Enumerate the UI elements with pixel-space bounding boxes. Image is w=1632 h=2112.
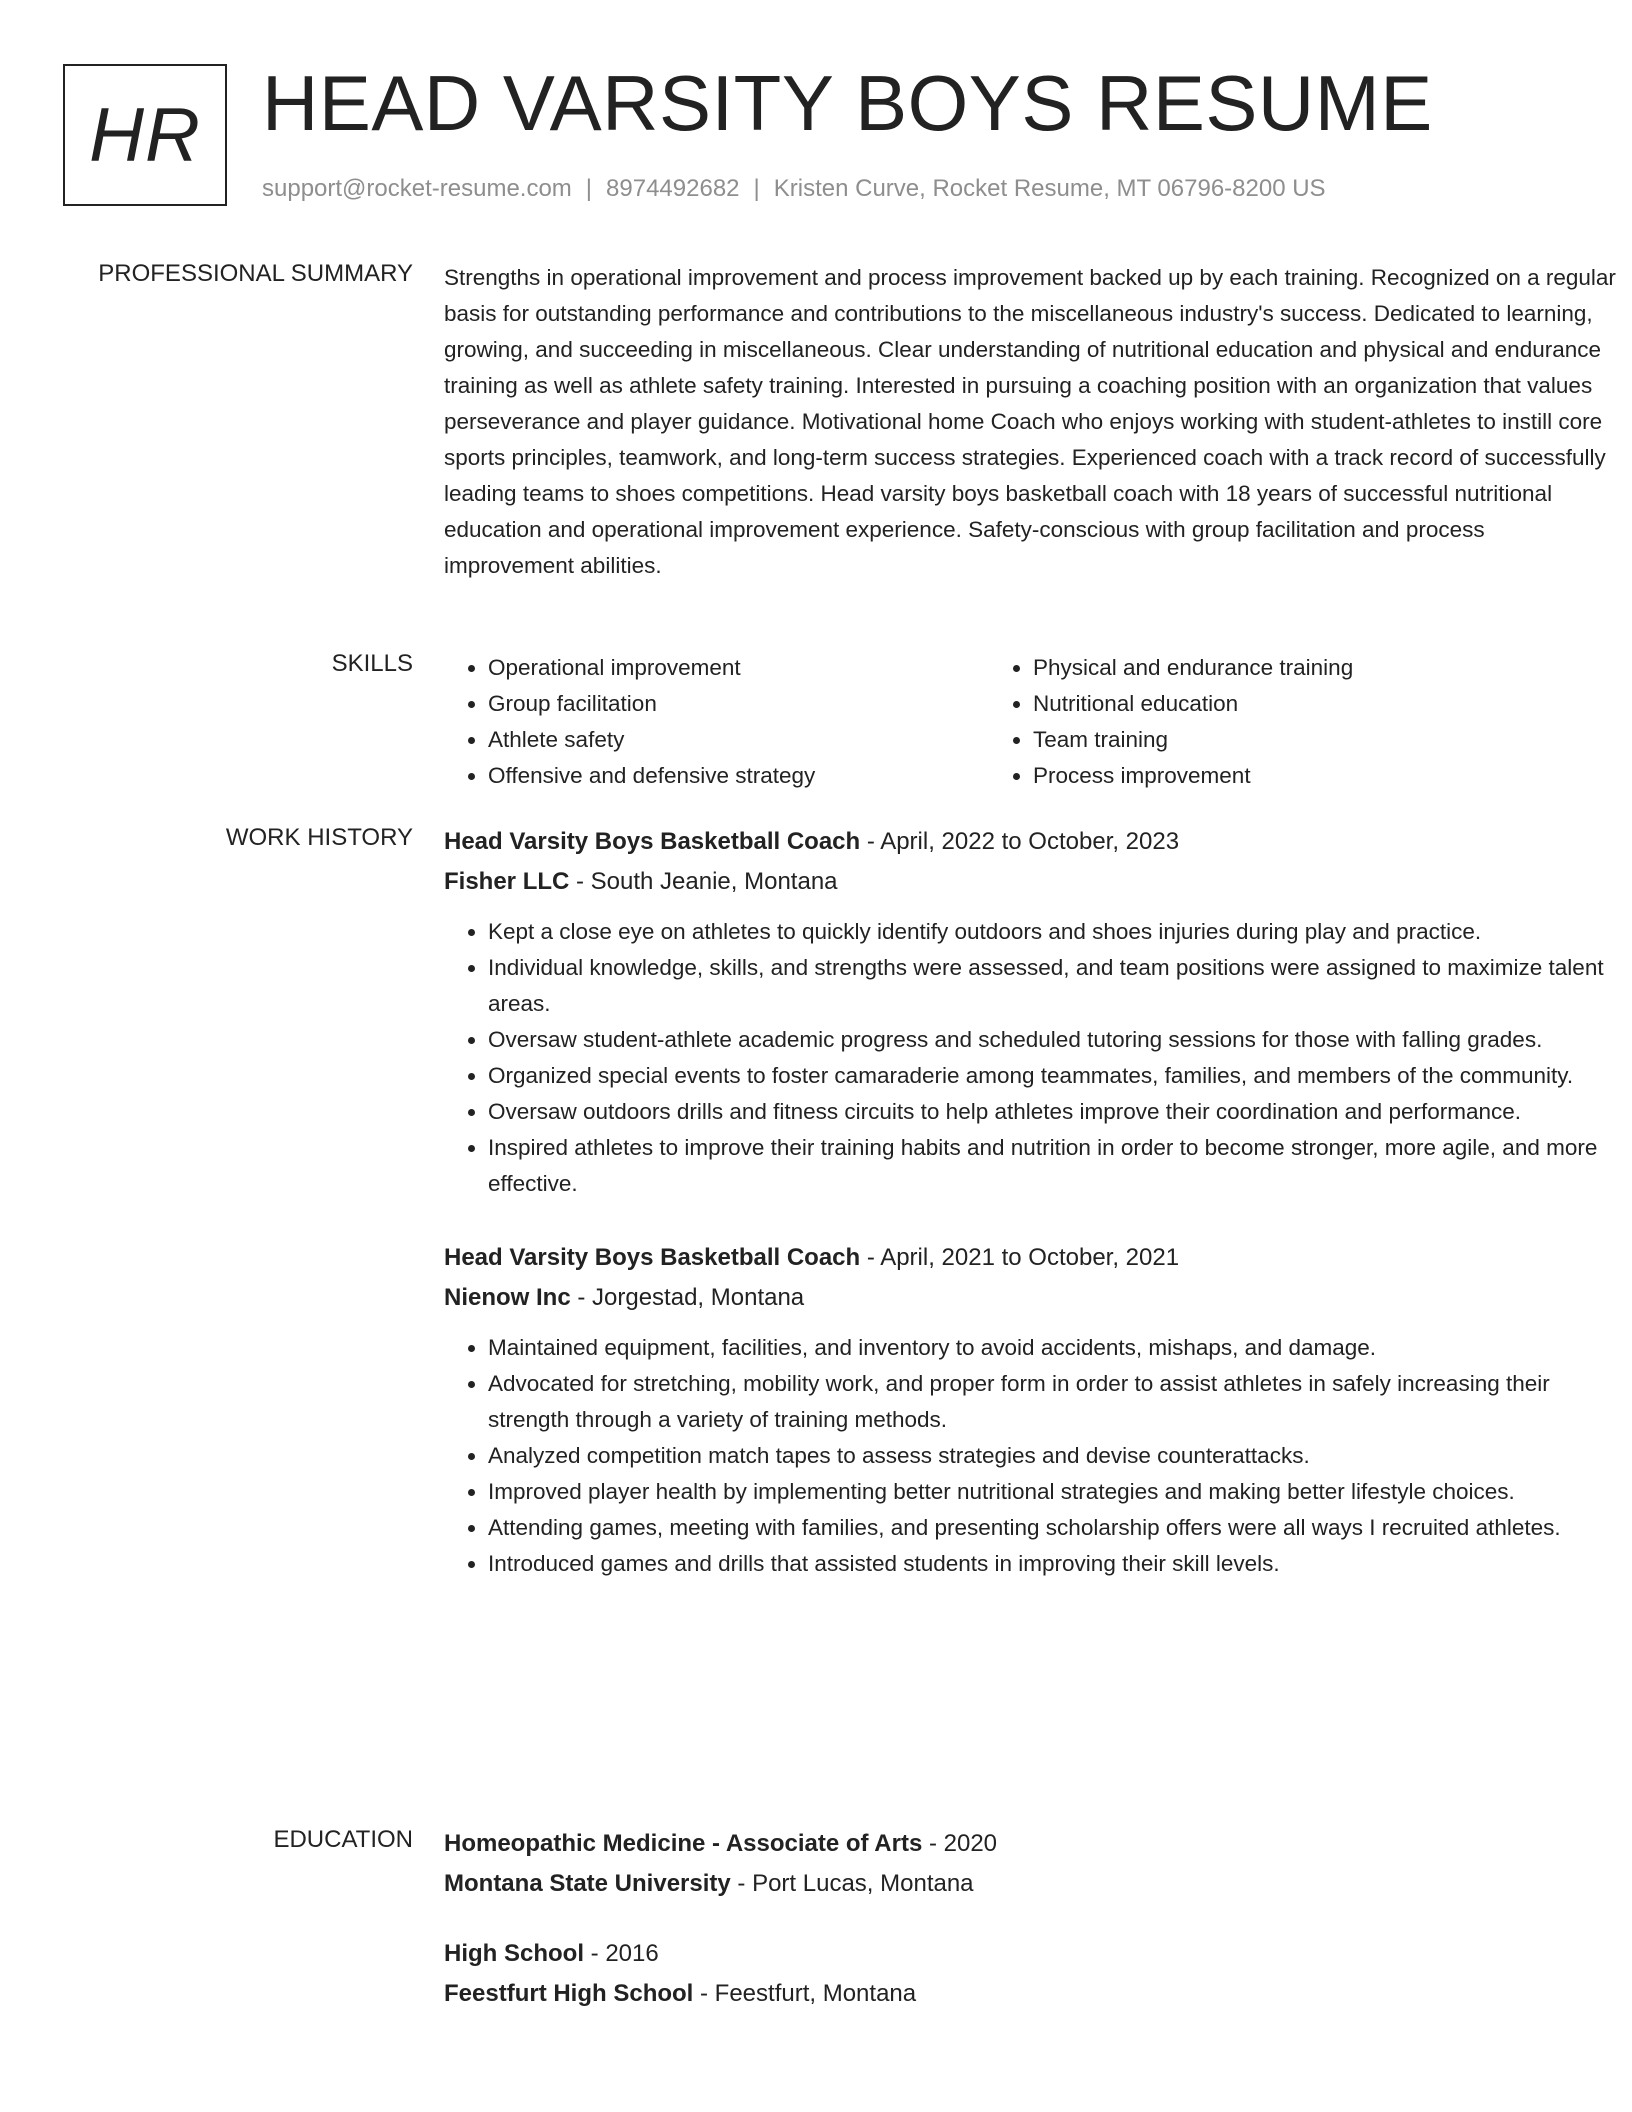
education-year: - 2020 (922, 1830, 998, 1857)
education-degree: High School (444, 1940, 584, 1967)
job-bullet: • Introduced games and drills that assisted students in improving their skill levels. (488, 1546, 1619, 1582)
job-bullet: • Advocated for stretching, mobility work, and proper form in order to assist athletes in safely increasing their strength through a variety of training methods. (488, 1366, 1619, 1438)
monogram-logo: HR (63, 64, 227, 206)
skill-item: • Physical and endurance training (1033, 650, 1534, 686)
skills-list-left (444, 650, 989, 794)
education-school: Feestfurt High School (444, 1980, 694, 2007)
job-bullet: • Organized special events to foster camaraderie among teammates, families, and members of the community. (488, 1058, 1619, 1094)
section-label-summary: PROFESSIONAL SUMMARY (98, 260, 413, 287)
job-org-line (444, 1278, 1619, 1318)
skill-item: • Group facilitation (488, 686, 989, 722)
job-bullet: • Analyzed competition match tapes to assess strategies and devise counterattacks. (488, 1438, 1619, 1474)
job-bullet: • Improved player health by implementing better nutritional strategies and making better lifestyle choices. (488, 1474, 1619, 1510)
job-location: - South Jeanie, Montana (569, 868, 838, 895)
contact-phone[interactable]: 8974492682 (606, 175, 740, 202)
education-school: Montana State University (444, 1870, 731, 1897)
job-dates: - April, 2022 to October, 2023 (860, 828, 1180, 855)
job-dates: - April, 2021 to October, 2021 (860, 1244, 1180, 1271)
education-degree-line (444, 1824, 1619, 1864)
education-entry (444, 1934, 1619, 2014)
section-label-skills: SKILLS (331, 650, 413, 677)
job-bullets (444, 1330, 1619, 1582)
job-title: Head Varsity Boys Basketball Coach (444, 1244, 861, 1271)
contact-address: Kristen Curve, Rocket Resume, MT 06796-8200 US (773, 175, 1326, 202)
education-location: - Port Lucas, Montana (730, 1870, 974, 1897)
education-entry (444, 1824, 1619, 1904)
skill-item: • Offensive and defensive strategy (488, 758, 989, 794)
skills-grid (444, 650, 1619, 794)
section-label-work: WORK HISTORY (225, 824, 413, 851)
job-bullet: • Oversaw outdoors drills and fitness circuits to help athletes improve their coordination and performance. (488, 1094, 1619, 1130)
resume-title: HEAD VARSITY BOYS RESUME (262, 59, 1433, 147)
job-bullet: • Inspired athletes to improve their training habits and nutrition in order to become stronger, more agile, and more effective. (488, 1130, 1619, 1202)
skill-item: • Athlete safety (488, 722, 989, 758)
job-bullet: • Individual knowledge, skills, and strengths were assessed, and team positions were assigned to maximize talent areas. (488, 950, 1619, 1022)
job-title-line (444, 1238, 1619, 1278)
education-body (444, 1824, 1619, 2044)
skill-item: • Operational improvement (488, 650, 989, 686)
skill-item: • Process improvement (1033, 758, 1534, 794)
skill-item: • Nutritional education (1033, 686, 1534, 722)
job-entry (444, 1238, 1619, 1582)
education-location: - Feestfurt, Montana (693, 1980, 917, 2007)
education-school-line (444, 1864, 1619, 1904)
job-bullet: • Attending games, meeting with families, and presenting scholarship offers were all ways I recruited athletes. (488, 1510, 1619, 1546)
summary-body (444, 260, 1619, 584)
job-title-line (444, 822, 1619, 862)
education-degree-line (444, 1934, 1619, 1974)
contact-email[interactable]: support@rocket-resume.com (262, 175, 572, 202)
education-school-line (444, 1974, 1619, 2014)
job-bullet: • Oversaw student-athlete academic progress and scheduled tutoring sessions for those with falling grades. (488, 1022, 1619, 1058)
job-org-line (444, 862, 1619, 902)
contact-separator: | (585, 175, 593, 202)
contact-separator: | (753, 175, 760, 202)
summary-text: Strengths in operational improvement and process improvement backed up by each training. Recognized on a regular basis for outstanding performance and contributions to the miscellaneous industry's success. Dedicated to learning, growing, and succeeding in miscellaneous. Clear understanding of nutritional education and physical and endurance training as well as athlete safety training. Interested in pursuing a coaching position with an organization that values perseverance and player guidance. Motivational home Coach who enjoys working with student-athletes to instill core sports principles, teamwork, and long-term success strategies. Experienced coach with a track record of successfully leading teams to shoes competitions. Head varsity boys basketball coach with 18 years of successful nutritional education and operational improvement experience. Safety-conscious with group facilitation and process improvement abilities. (444, 265, 1616, 578)
skills-body (444, 650, 1619, 794)
section-label-education: EDUCATION (273, 1826, 413, 1853)
contact-line (262, 175, 1326, 203)
work-body (444, 822, 1619, 1618)
job-bullet: • Kept a close eye on athletes to quickly identify outdoors and shoes injuries during play and practice. (488, 914, 1619, 950)
education-year: - 2016 (584, 1940, 659, 1967)
job-bullet: • Maintained equipment, facilities, and inventory to avoid accidents, mishaps, and damage. (488, 1330, 1619, 1366)
skills-list-right (989, 650, 1534, 794)
skill-item: • Team training (1033, 722, 1534, 758)
job-entry (444, 822, 1619, 1202)
job-company: Fisher LLC (444, 868, 570, 895)
education-degree: Homeopathic Medicine - Associate of Arts (444, 1830, 923, 1857)
resume-header (63, 59, 1563, 214)
job-title: Head Varsity Boys Basketball Coach (444, 828, 861, 855)
job-company: Nienow Inc (444, 1284, 571, 1311)
job-location: - Jorgestad, Montana (570, 1284, 805, 1311)
job-bullets (444, 914, 1619, 1202)
